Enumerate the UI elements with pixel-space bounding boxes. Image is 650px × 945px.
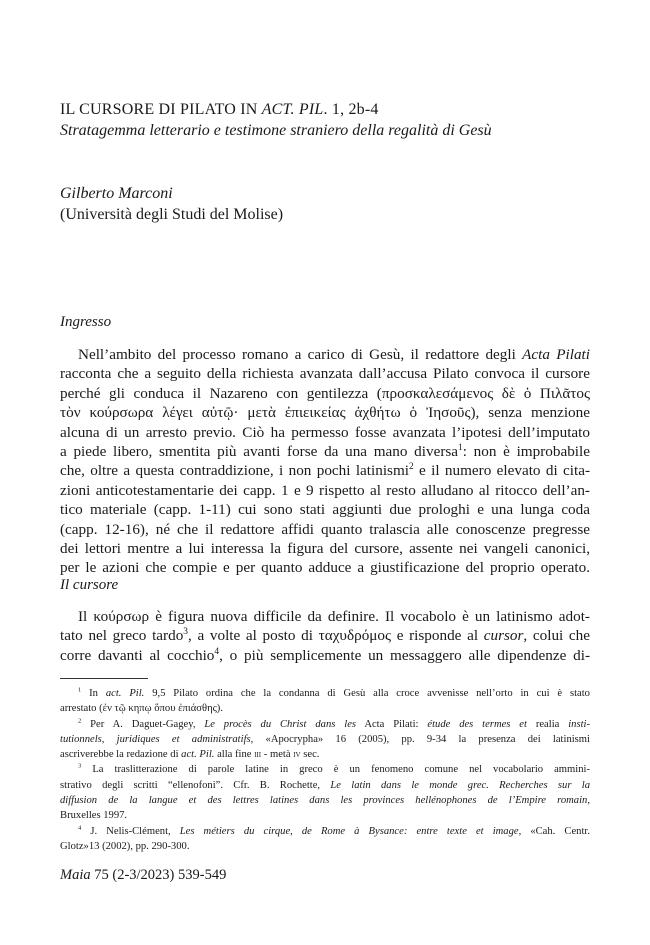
text-line: (capp. 12-16), né che il redattore affidi quanto tralascia alle conoscenze pregresse (60, 520, 590, 538)
text-line: a piede libero, smentita più avanti forse da una mano diversa$^1$: non è improbabile (60, 442, 590, 460)
footnote-marker[interactable]: 2 (408, 462, 414, 473)
footnote-line: ascriverebbe la redazione di act. Pil. alla fine iii - metà iv sec. (60, 749, 320, 761)
text-line: corre davanti al cocchio$^4$, o più semplicemente un messaggero alle dipendenze di- (60, 646, 591, 664)
text-line: Il κούρσωρ è figura nuova difficile da definire. Il vocabolo è un latinismo adot- (78, 608, 590, 625)
footnote-marker[interactable]: 1 (458, 442, 463, 453)
journal-citation: Maia 75 (2-3/2023) 539-549 (60, 867, 227, 883)
section-heading-ingresso: Ingresso (60, 314, 112, 330)
text-line: racconta che a seguito della richiesta avanzata dall’accusa Pilato convoca il cursore (60, 365, 590, 383)
author-name: Gilberto Marconi (60, 185, 173, 202)
footnote-line: tutionnels, juridiques et administratifs, «Apocrypha» 16 (2005), pp. 9-34 la presenza dei latinismi (60, 733, 590, 745)
footnote-line: $^1$ In act. Pil. 9,5 Pilato ordina che la condanna di Gesù alla croce avvenisse nell’orto in cui è stato (78, 686, 590, 699)
footnote-separator (60, 678, 148, 679)
footnote-line: $^2$ Per A. Daguet-Gagey, Le procès du Christ dans les Acta Pilati: étude des termes et realia insti- (78, 717, 590, 730)
footnote-line: arrestato (ἐν τῷ κηπῳ ὅπου ἐπιάσθης). (60, 703, 223, 715)
section-heading-cursore: Il cursore (60, 577, 119, 593)
author-affiliation: (Università degli Studi del Molise) (60, 206, 284, 223)
text-line: perché gli conduca il Nazareno con gentilezza (προσκαλεσάμενος δὲ ὁ Πιλᾶτος (60, 384, 590, 402)
text-line (60, 578, 590, 597)
text-line: alcuna di un arresto previo. Ciò ha permesso fosse avanzata l’ipotesi dell’imputato (60, 423, 590, 441)
text-line: tico materiale (capp. 1-11) cui sono stati aggiunti due prologhi e una lunga coda (60, 501, 590, 519)
footnote-marker[interactable]: 3 (183, 627, 188, 638)
footnote-line: $^4$ J. Nelis-Clément, Les métiers du cirque, de Rome à Bysance: entre texte et image, «Cah. Centr. (78, 824, 591, 837)
text-line: zioni anticotestamentarie dei capp. 1 e 9 rispetto al resto alludano al ritocco dell’an- (60, 481, 590, 499)
footnote-line: Glotz»13 (2002), pp. 290-300. (60, 840, 190, 852)
text-line: che, oltre a questa contraddizione, i non pochi latinismi$^2$ e il numero elevato di cita- (60, 462, 590, 480)
footnote-line: Bruxelles 1997. (60, 810, 128, 822)
text-line: dei lettori mentre a lui interessa la figura del cursore, assente nei vangeli canonici, (60, 539, 590, 557)
body-paragraph-cursore (60, 607, 590, 665)
body-paragraph-ingresso (60, 345, 590, 616)
article-title: IL CURSORE DI PILATO IN ACT. PIL. 1, 2b-4 (60, 101, 379, 118)
footnote-line: $^3$ La traslitterazione di parole latine in greco è un fenomeno comune nel vocabolario ammini- (78, 762, 590, 776)
footnote-line: diffusion de la langue et des lettres latines dans les provinces hellénophones de l’Empire romain, (60, 795, 590, 807)
footnote-marker[interactable]: 4 (214, 646, 220, 657)
text-line: per le azioni che compie e per quanto adduce a giustificazione del proprio operato. (60, 559, 590, 577)
text-line: tato nel greco tardo$^3$, a volte al posto di ταχυδρόμος e risponde al cursor, colui che (60, 627, 591, 645)
footnote-line: strativo degli scritti “ellenofoni”. Cfr. B. Rochette, Le latin dans le monde grec. Recherches sur la (60, 779, 590, 791)
article-subtitle: Stratagemma letterario e testimone straniero della regalità di Gesù (60, 122, 492, 139)
footnotes (60, 686, 590, 854)
text-line: Nell’ambito del processo romano a carico di Gesù, il redattore degli Acta Pilati (78, 346, 590, 363)
text-line: τὸν κούρσωρα λέγει αὐτῷ· μετὰ ἐπιεικείας ἀχθήτω ὁ Ἰησοῦς), senza menzione (60, 404, 590, 422)
